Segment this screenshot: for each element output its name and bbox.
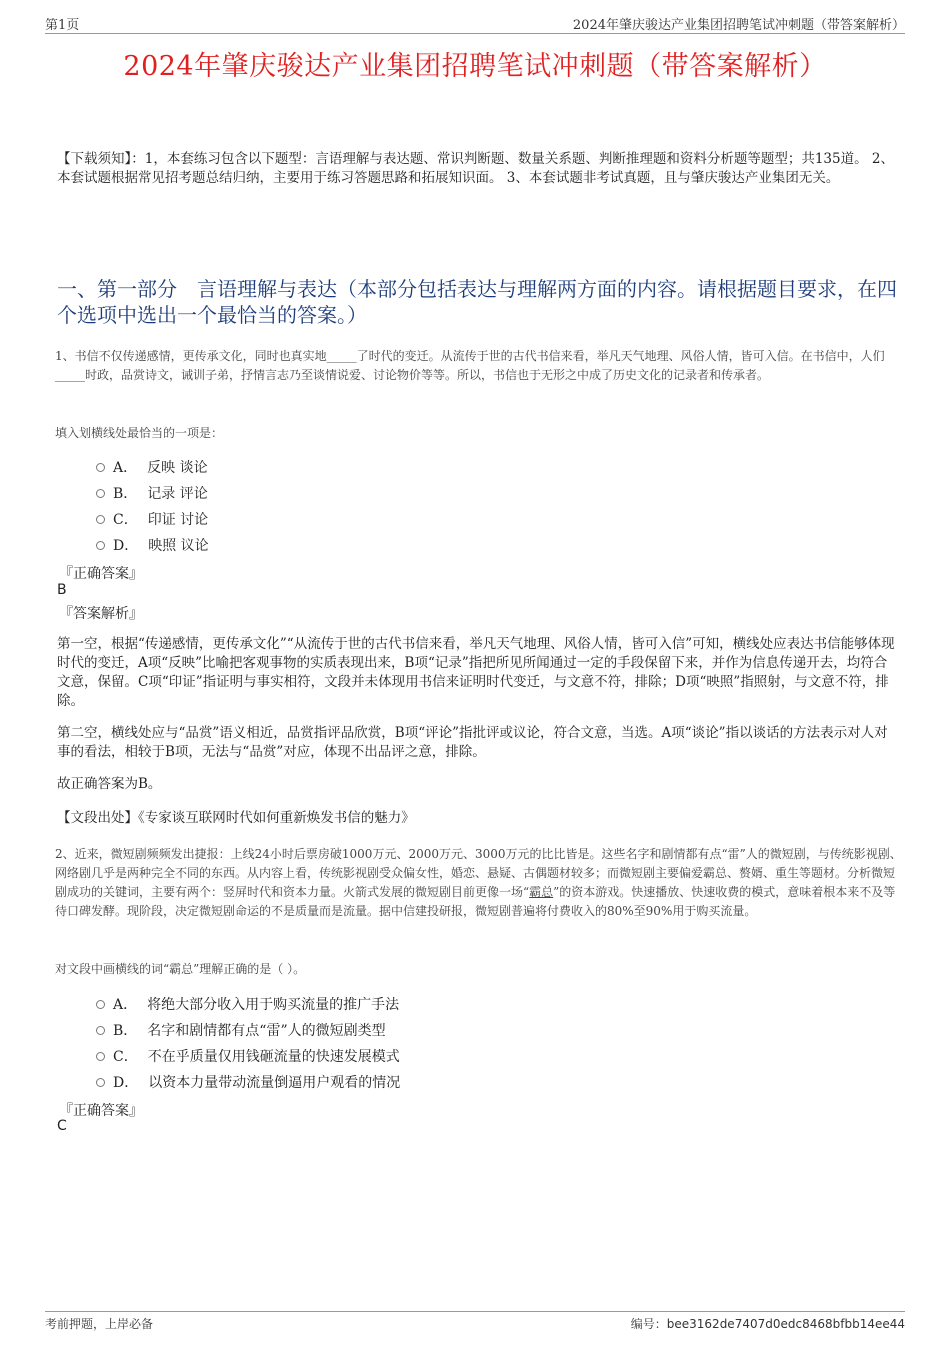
page-title: 2024年肇庆骏达产业集团招聘笔试冲刺题（带答案解析） xyxy=(123,51,827,82)
q2-option-a[interactable] xyxy=(96,994,399,1014)
page-number: 第1页 xyxy=(45,18,80,33)
option-text: 不在乎质量仅用钱砸流量的快速发展模式 xyxy=(147,1049,400,1065)
question-2-stem xyxy=(55,845,905,921)
q1-option-d[interactable] xyxy=(96,535,209,555)
q2-option-b[interactable] xyxy=(96,1020,386,1040)
header-divider xyxy=(45,33,905,34)
option-letter: D． xyxy=(113,538,139,554)
option-text: 以资本力量带动流量倒逼用户观看的情况 xyxy=(148,1075,401,1091)
footer-slogan: 考前押题，上岸必备 xyxy=(45,1317,154,1331)
code-label: 编号： xyxy=(630,1317,667,1331)
option-letter: C． xyxy=(113,1049,138,1065)
option-letter: A． xyxy=(113,460,138,476)
code-value: bee3162de7407d0edc8468bfbb14ee44 xyxy=(666,1317,905,1331)
header-doc-title: 2024年肇庆骏达产业集团招聘笔试冲刺题（带答案解析） xyxy=(572,18,905,33)
q1-analysis-para-2: 第二空，横线处应与“品赏”语义相近，品赏指评品欣赏，B项“评论”指批评或议论，符合文意，当选。A项“谈论”指以谈话的方法表示对人对事的看法，相较于B项，无法与“品赏”对应，体现不出品评之意，排除。 xyxy=(57,725,888,760)
q1-blank-1: _____ xyxy=(326,349,357,363)
option-text: 将绝大部分收入用于购买流量的推广手法 xyxy=(147,997,400,1013)
radio-icon[interactable] xyxy=(96,541,105,550)
option-text: 映照 议论 xyxy=(148,538,209,554)
q2-stem-part-a: 2、近来，微短剧频频发出捷报：上线24小时后票房破1000万元、2000万元、3000万元的比比皆是。这些名字和剧情都有点“雷”人的微短剧，与传统影视剧、网络剧几乎是两种完全不同的东西。从内容上看，传统影视剧受众偏女性，婚恋、悬疑、古偶题材较多；而微短剧主要偏爱霸总、赘婿、重生等题材。分析微短剧成功的关键词，主要有两个：竖屏时代和资本力量。火箭式发展的微短剧目前更像一场“ xyxy=(55,847,902,899)
q2-prompt: 对文段中画横线的词“霸总”理解正确的是（ ）。 xyxy=(55,962,306,976)
option-letter: B． xyxy=(113,486,138,502)
q1-analysis-label: 『答案解析』 xyxy=(59,606,143,622)
radio-icon[interactable] xyxy=(96,1052,105,1061)
q2-answer: C xyxy=(57,1118,67,1134)
option-letter: A． xyxy=(113,997,138,1013)
radio-icon[interactable] xyxy=(96,515,105,524)
q2-option-c[interactable] xyxy=(96,1046,400,1066)
q2-option-d[interactable] xyxy=(96,1072,400,1092)
q1-option-a[interactable] xyxy=(96,457,208,477)
q1-stem-part-a: 1、书信不仅传递感情，更传承文化，同时也真实地 xyxy=(55,349,327,363)
q2-underlined-word: 霸总 xyxy=(529,885,554,899)
section-heading: 一、第一部分 言语理解与表达（本部分包括表达与理解两方面的内容。请根据题目要求，在四个选项中选出一个最恰当的答案。） xyxy=(57,277,897,327)
q1-answer-label: 『正确答案』 xyxy=(59,566,143,582)
radio-icon[interactable] xyxy=(96,1026,105,1035)
q1-analysis-para-3: 故正确答案为B。 xyxy=(57,776,162,792)
radio-icon[interactable] xyxy=(96,1078,105,1087)
footer-divider xyxy=(45,1311,905,1312)
option-letter: B． xyxy=(113,1023,138,1039)
q2-answer-label: 『正确答案』 xyxy=(59,1103,143,1119)
download-notice: 【下载须知】：1，本套练习包含以下题型：言语理解与表达题、常识判断题、数量关系题、判断推理题和资料分析题等题型；共135道。 2、本套试题根据常见招考题总结归纳，主要用于练习答题思路和拓展知识面。 3、本套试题非考试真题，且与肇庆骏达产业集团无关。 xyxy=(57,151,894,186)
option-letter: D． xyxy=(113,1075,139,1091)
q1-answer: B xyxy=(57,582,67,598)
radio-icon[interactable] xyxy=(96,1000,105,1009)
q1-option-b[interactable] xyxy=(96,483,208,503)
question-1-stem xyxy=(55,347,905,385)
q1-source: 【文段出处】《专家谈互联网时代如何重新焕发书信的魅力》 xyxy=(57,810,415,826)
q1-stem-part-c: 时政，品赏诗文，诫训子弟，抒情言志乃至谈情说爱、讨论物价等等。所以，书信也于无形之中成了历史文化的记录者和传承者。 xyxy=(85,368,770,382)
q1-blank-2: _____ xyxy=(55,368,85,382)
q2-stem-part-b: ”的资本游戏。快速播放、快速收费的模式，意味着根本来不及等待口碑发酵。现阶段，决定微短剧命运的不是质量而是流量。据中信建投研报，微短剧普遍将付费收入的80%至90%用于购买流量。 xyxy=(55,885,896,918)
option-text: 反映 谈论 xyxy=(147,460,208,476)
option-text: 记录 评论 xyxy=(147,486,208,502)
option-text: 印证 讨论 xyxy=(147,512,209,528)
q1-analysis-para-1: 第一空，根据“传递感情，更传承文化”“从流传于世的古代书信来看，举凡天气地理、风俗人情，皆可入信”可知，横线处应表达书信能够体现时代的变迁，A项“反映”比喻把客观事物的实质表现出来，B项“记录”指把所见所闻通过一定的手段保留下来，并作为信息传递开去，均符合文意，保留。C项“印证”指证明与事实相符，文段并未体现用书信来证明时代变迁，与文意不符，排除；D项“映照”指照射，与文意不符，排除。 xyxy=(57,636,895,709)
footer-doc-code xyxy=(631,1315,905,1332)
option-text: 名字和剧情都有点“雷”人的微短剧类型 xyxy=(147,1023,386,1039)
q1-prompt: 填入划横线处最恰当的一项是： xyxy=(55,426,224,440)
radio-icon[interactable] xyxy=(96,489,105,498)
radio-icon[interactable] xyxy=(96,463,105,472)
option-letter: C． xyxy=(113,512,138,528)
q1-option-c[interactable] xyxy=(96,509,208,529)
q1-stem-part-b: 了时代的变迁。从流传于世的古代书信来看，举凡天气地理、风俗人情，皆可入信。在书信中，人们 xyxy=(356,349,885,363)
